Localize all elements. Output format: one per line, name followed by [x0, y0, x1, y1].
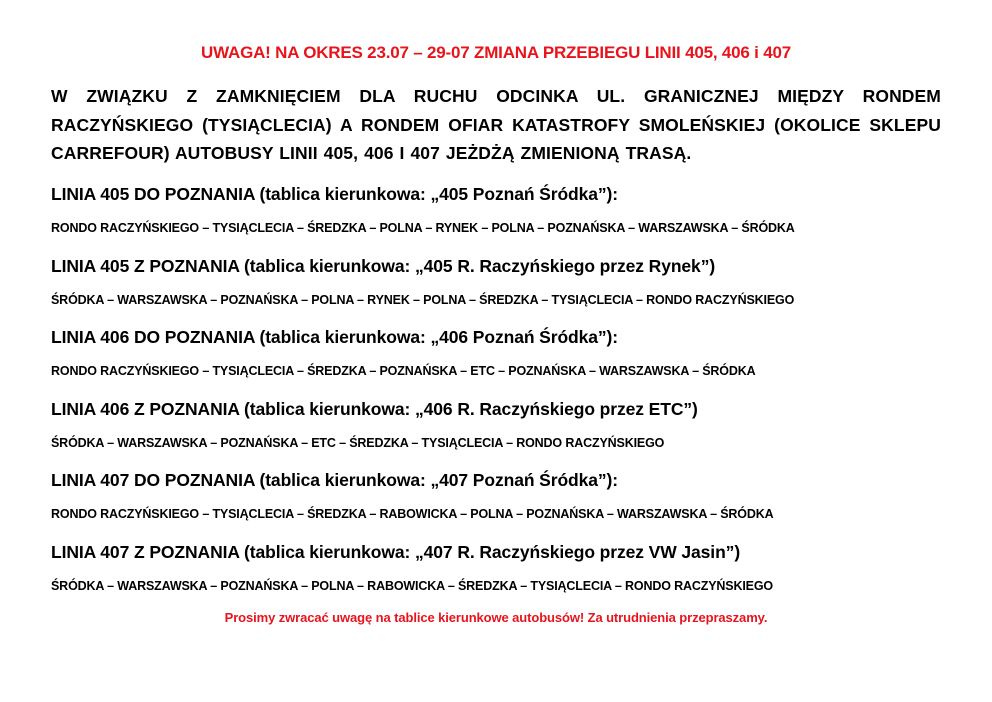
line-405-to-poznan-heading: LINIA 405 DO POZNANIA (tablica kierunkowa: „405 Poznań Śródka”): [51, 184, 619, 204]
line-407-to-poznan-heading: LINIA 407 DO POZNANIA (tablica kierunkowa: „407 Poznań Śródka”): [51, 470, 619, 490]
notice-title: UWAGA! NA OKRES 23.07 – 29-07 ZMIANA PRZEBIEGU LINII 405, 406 i 407 [201, 43, 791, 62]
line-406-to-poznan-route: RONDO RACZYŃSKIEGO – TYSIĄCLECIA – ŚREDZKA – POZNAŃSKA – ETC – POZNAŃSKA – WARSZAWSKA – ŚRÓDKA [51, 364, 756, 378]
line-405-from-poznan-heading: LINIA 405 Z POZNANIA (tablica kierunkowa: „405 R. Raczyńskiego przez Rynek”) [51, 256, 716, 276]
line-406-from-poznan-heading: LINIA 406 Z POZNANIA (tablica kierunkowa: „406 R. Raczyńskiego przez ETC”) [51, 399, 698, 419]
notice-intro: W ZWIĄZKU Z ZAMKNIĘCIEM DLA RUCHU ODCINKA UL. GRANICZNEJ MIĘDZY RONDEM RACZYŃSKIEGO (TYSIĄCLECIA) A RONDEM OFIAR KATASTROFY SMOLEŃSKIEJ (OKOLICE SKLEPU CARREFOUR) AUTOBUSY LINII 405, 406 I 407 JEŻDŻĄ ZMIENIONĄ TRASĄ. [51, 86, 941, 163]
notice-footer: Prosimy zwracać uwagę na tablice kierunkowe autobusów! Za utrudnienia przepraszamy. [224, 610, 768, 625]
line-405-to-poznan-route: RONDO RACZYŃSKIEGO – TYSIĄCLECIA – ŚREDZKA – POLNA – RYNEK – POLNA – POZNAŃSKA – WARSZAWSKA – ŚRÓDKA [51, 221, 795, 235]
line-407-from-poznan-heading: LINIA 407 Z POZNANIA (tablica kierunkowa: „407 R. Raczyńskiego przez VW Jasin”) [51, 542, 741, 562]
line-405-from-poznan-route: ŚRÓDKA – WARSZAWSKA – POZNAŃSKA – POLNA – RYNEK – POLNA – ŚREDZKA – TYSIĄCLECIA – RONDO RACZYŃSKIEGO [51, 293, 795, 307]
line-407-to-poznan-route: RONDO RACZYŃSKIEGO – TYSIĄCLECIA – ŚREDZKA – RABOWICKA – POLNA – POZNAŃSKA – WARSZAWSKA – ŚRÓDKA [51, 507, 774, 521]
line-407-from-poznan-route: ŚRÓDKA – WARSZAWSKA – POZNAŃSKA – POLNA – RABOWICKA – ŚREDZKA – TYSIĄCLECIA – RONDO RACZYŃSKIEGO [51, 579, 774, 593]
line-406-to-poznan-heading: LINIA 406 DO POZNANIA (tablica kierunkowa: „406 Poznań Śródka”): [51, 327, 619, 347]
line-406-from-poznan-route: ŚRÓDKA – WARSZAWSKA – POZNAŃSKA – ETC – ŚREDZKA – TYSIĄCLECIA – RONDO RACZYŃSKIEGO [51, 436, 665, 450]
